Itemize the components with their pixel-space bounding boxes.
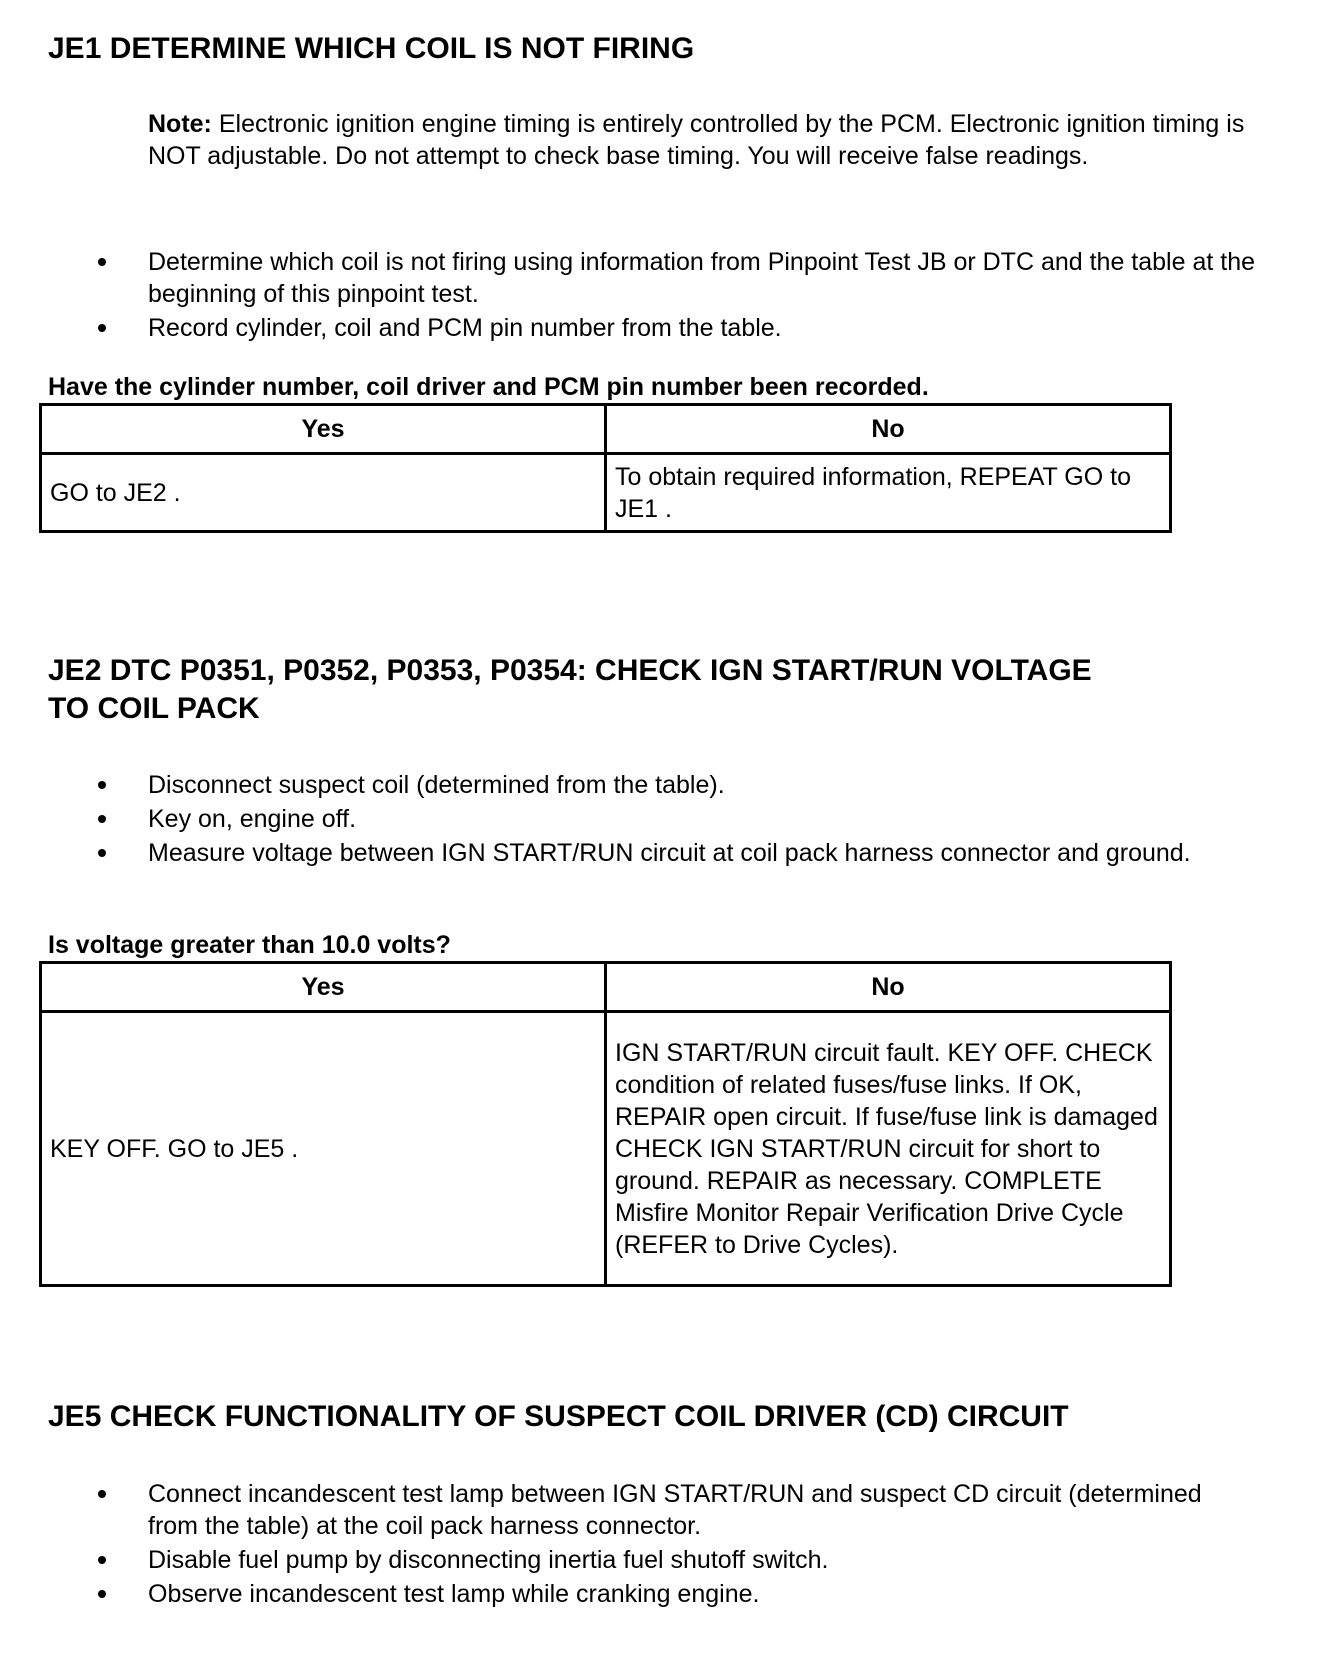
je1-question: Have the cylinder number, coil driver and PCM pin number been recorded.	[48, 373, 929, 401]
bullet-text: Determine which coil is not firing using information from Pinpoint Test JB or DTC and the table at the beginning of this pinpoint test.	[148, 248, 1256, 308]
bullet-icon	[98, 815, 106, 823]
list-item	[0, 769, 1258, 801]
no-cell: IGN START/RUN circuit fault. KEY OFF. CHECK condition of related fuses/fuse links. If OK, REPAIR open circuit. If fuse/fuse link is damaged CHECK IGN START/RUN circuit for short to ground. REPAIR as necessary. COMPLETE Misfire Monitor Repair Verification Drive Cycle (REFER to Drive Cycles).	[606, 1012, 1171, 1286]
je2-question: Is voltage greater than 10.0 volts?	[48, 931, 451, 959]
bullet-text: Connect incandescent test lamp between IGN START/RUN and suspect CD circuit (determined from the table) at the coil pack harness connector.	[148, 1480, 1202, 1540]
je1-bullet-list	[0, 246, 1328, 346]
yes-header: Yes	[41, 405, 606, 454]
list-item	[0, 312, 1258, 344]
je5-heading: JE5 CHECK FUNCTIONALITY OF SUSPECT COIL DRIVER (CD) CIRCUIT	[48, 1400, 1069, 1433]
bullet-icon	[98, 1590, 106, 1598]
no-header: No	[606, 963, 1171, 1012]
table-header-row	[41, 405, 1171, 454]
yes-header: Yes	[41, 963, 606, 1012]
no-cell: To obtain required information, REPEAT GO to JE1 .	[606, 454, 1171, 532]
je1-note-label: Note:	[148, 110, 212, 138]
je1-note-text: Electronic ignition engine timing is entirely controlled by the PCM. Electronic ignition timing is NOT adjustable. Do not attempt to check base timing. You will receive false readings.	[148, 110, 1245, 170]
table-row	[41, 1012, 1171, 1286]
bullet-icon	[98, 781, 106, 789]
je2-heading	[48, 652, 1092, 728]
bullet-text: Observe incandescent test lamp while cranking engine.	[148, 1580, 760, 1608]
je2-heading-line1: JE2 DTC P0351, P0352, P0353, P0354: CHECK IGN START/RUN VOLTAGE	[48, 654, 1092, 687]
list-item	[0, 246, 1258, 310]
bullet-icon	[98, 258, 106, 266]
je1-note	[148, 108, 1248, 172]
list-item	[0, 1478, 1258, 1542]
je1-decision-table	[39, 403, 1172, 533]
bullet-text: Key on, engine off.	[148, 805, 357, 833]
bullet-icon	[98, 849, 106, 857]
je5-bullet-list	[0, 1478, 1328, 1612]
list-item	[0, 837, 1258, 869]
yes-cell: KEY OFF. GO to JE5 .	[41, 1012, 606, 1286]
table-header-row	[41, 963, 1171, 1012]
bullet-text: Disable fuel pump by disconnecting inertia fuel shutoff switch.	[148, 1546, 829, 1574]
bullet-icon	[98, 1556, 106, 1564]
list-item	[0, 1578, 1258, 1610]
table-row	[41, 454, 1171, 532]
bullet-text: Measure voltage between IGN START/RUN circuit at coil pack harness connector and ground.	[148, 839, 1191, 867]
bullet-text: Disconnect suspect coil (determined from the table).	[148, 771, 725, 799]
list-item	[0, 1544, 1258, 1576]
je2-bullet-list	[0, 769, 1328, 871]
yes-cell: GO to JE2 .	[41, 454, 606, 532]
bullet-text: Record cylinder, coil and PCM pin number from the table.	[148, 314, 782, 342]
bullet-icon	[98, 324, 106, 332]
je1-heading: JE1 DETERMINE WHICH COIL IS NOT FIRING	[48, 32, 695, 65]
je2-decision-table	[39, 961, 1172, 1287]
no-header: No	[606, 405, 1171, 454]
list-item	[0, 803, 1258, 835]
je2-heading-line2: TO COIL PACK	[48, 692, 260, 725]
bullet-icon	[98, 1490, 106, 1498]
